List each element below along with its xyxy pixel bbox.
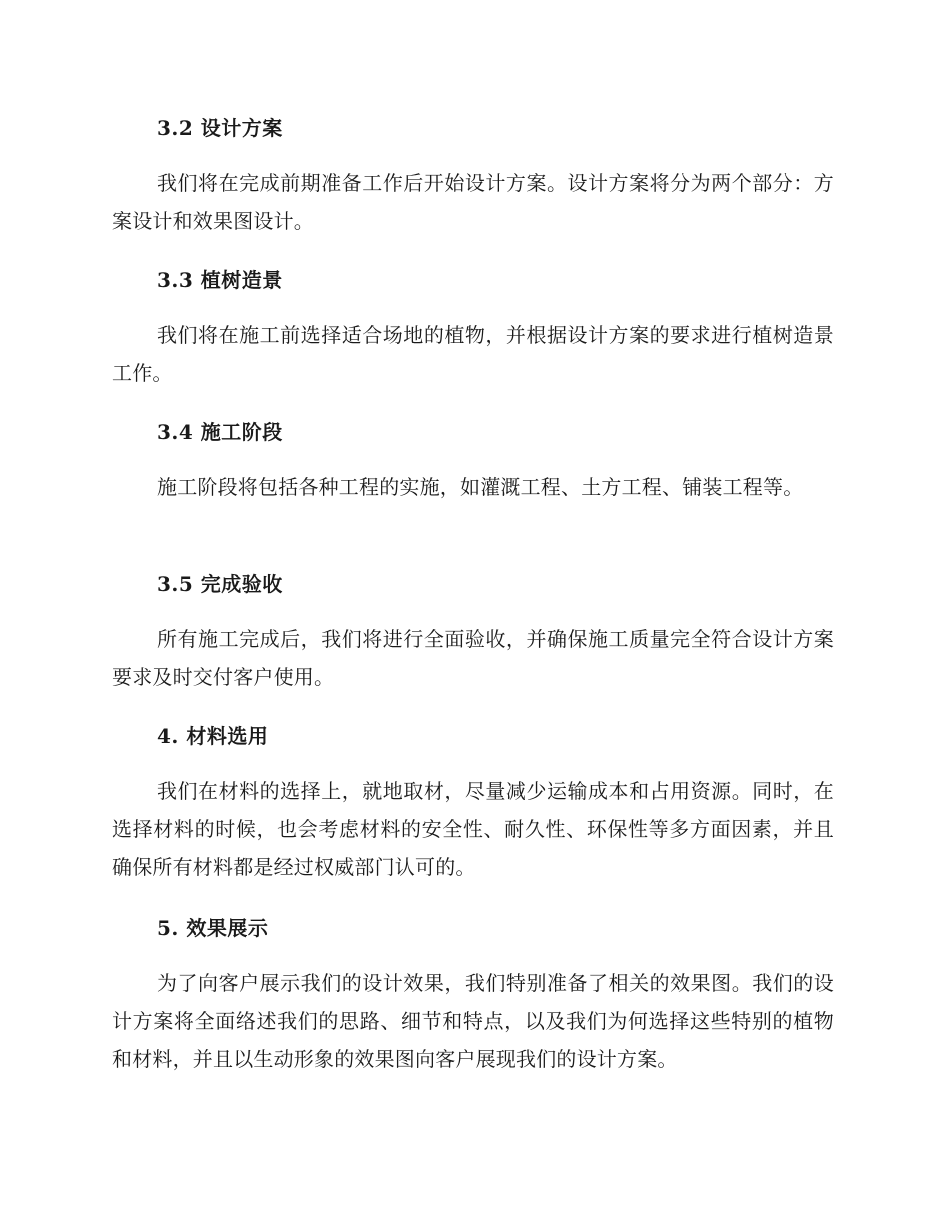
section-heading-3-4: 3.4 施工阶段 [157,420,283,444]
section-heading-4: 4. 材料选用 [157,724,269,748]
section-body-3-5: 所有施工完成后，我们将进行全面验收，并确保施工质量完全符合设计方案要求及时交付客户使用。 [112,627,834,689]
section-heading-3-3: 3.3 植树造景 [157,268,283,292]
section-body-3-2: 我们将在完成前期准备工作后开始设计方案。设计方案将分为两个部分：方案设计和效果图设计。 [112,171,834,233]
section-body-5: 为了向客户展示我们的设计效果，我们特别准备了相关的效果图。我们的设计方案将全面络述我们的思路、细节和特点，以及我们为何选择这些特别的植物和材料，并且以生动形象的效果图向客户展现我们的设计方案。 [112,971,834,1071]
section-body-3-3: 我们将在施工前选择适合场地的植物，并根据设计方案的要求进行植树造景工作。 [112,323,834,385]
section-body-3-4: 施工阶段将包括各种工程的实施，如灌溉工程、土方工程、铺装工程等。 [157,475,804,499]
section-heading-5: 5. 效果展示 [157,916,269,940]
section-heading-3-2: 3.2 设计方案 [157,116,283,140]
section-body-4: 我们在材料的选择上，就地取材，尽量减少运输成本和占用资源。同时，在选择材料的时候，也会考虑材料的安全性、耐久性、环保性等多方面因素，并且确保所有材料都是经过权威部门认可的。 [112,779,834,879]
section-heading-3-5: 3.5 完成验收 [157,572,283,596]
